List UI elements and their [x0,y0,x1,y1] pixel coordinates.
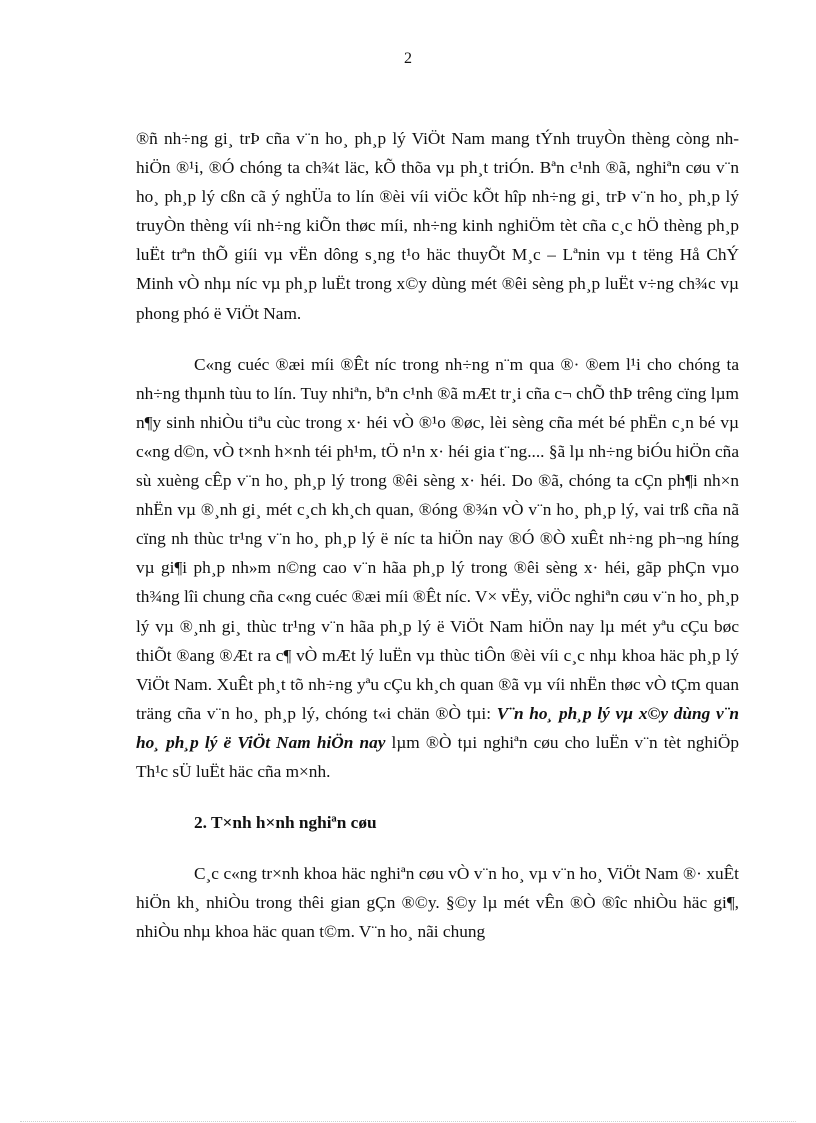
paragraph-2-text: C«ng cuéc ®æi míi ®Êt níc trong nh÷ng n¨m qua ®· ®em l¹i cho chóng ta nh÷ng thµnh tùu to lín. Tuy nhiªn, bªn c¹nh ®ã mÆt tr¸i cña c¬ chÕ thÞ trêng cïng lµm n¶y sinh nhiÒu tiªu cùc trong x· héi vÒ ®¹o ®øc, lèi sèng cña mét bé phËn c¸n bé vµ c«ng d©n, vÒ t×nh h×nh téi ph¹m, tÖ n¹n x· héi gia t¨ng.... §ã lµ nh÷ng biÓu hiÖn cña sù xuèng cÊp v¨n ho¸ ph¸p lý trong ®êi sèng x· héi. Do ®ã, chóng ta cÇn ph¶i nh×n nhËn vµ ®¸nh gi¸ mét c¸ch kh¸ch quan, ®óng ®¾n vÒ v¨n ho¸ ph¸p lý, vai trß cña nã cïng nh thùc tr¹ng v¨n ho¸ ph¸p lý ë níc ta hiÖn nay ®Ó ®Ò xuÊt nh÷ng ph¬ng híng vµ gi¶i ph¸p nh»m n©ng cao v¨n hãa ph¸p lý trong ®êi sèng x· héi, gãp phÇn vµo th¾ng lîi chung cña c«ng cuéc ®æi míi ®Êt níc. V× vËy, viÖc nghiªn cøu v¨n ho¸ ph¸p lý vµ ®¸nh gi¸ thùc tr¹ng v¨n hãa ph¸p lý ë ViÖt Nam hiÖn nay lµ mét yªu cÇu bøc thiÕt ®ang ®Æt ra c¶ vÒ mÆt lý luËn vµ thùc tiÔn ®èi víi c¸c nhµ khoa häc ph¸p lý ViÖt Nam. XuÊt ph¸t tõ nh÷ng yªu cÇu kh¸ch quan ®ã vµ víi nhËn thøc vÒ tÇm quan träng cña v¨n ho¸ ph¸p lý, chóng t«i chän ®Ò tµi: [136,354,739,723]
page-number: 2 [404,50,412,67]
paragraph-3: C¸c c«ng tr×nh khoa häc nghiªn cøu vÒ v¨n ho¸ vµ v¨n ho¸ ViÖt Nam ®· xuÊt hiÖn kh¸ nhiÒu trong thêi gian gÇn ®©y. §©y lµ mét vÊn ®Ò ®îc nhiÒu häc gi¶, nhiÒu nhµ khoa häc quan t©m. V¨n ho¸ nãi chung [136,864,739,942]
paragraph-1: ®ñ nh÷ng gi¸ trÞ cña v¨n ho¸ ph¸p lý ViÖt Nam mang tÝnh truyÒn thèng còng nh hiÖn ®¹i, ®Ó chóng ta ch¾t läc, kÕ thõa vµ ph¸t triÓn. Bªn c¹nh ®ã, nghiªn cøu v¨n ho¸ ph¸p lý cßn cã ý nghÜa to lín ®èi víi viÖc kÕt hîp nh÷ng gi¸ trÞ v¨n ho¸ ph¸p lý truyÒn thèng víi nh÷ng kiÕn thøc míi, nh÷ng kinh nghiÖm tèt cña c¸c hÖ thèng ph¸p luËt trªn thÕ giíi vµ vËn dông s¸ng t¹o häc thuyÕt M¸c – Lªnin vµ t tëng Hå ChÝ Minh vÒ nhµ níc vµ ph¸p luËt trong x©y dùng mét ®êi sèng ph¸p luËt v÷ng ch¾c vµ phong phó ë ViÖt Nam. [136,129,739,323]
paragraph-2 [136,350,739,786]
document-body [136,124,739,946]
thesis-title: V¨n ho¸ ph¸p lý vµ x©y dùng v¨n ho¸ ph¸p lý ë ViÖt Nam hiÖn nay [136,703,739,752]
section-heading: 2. T×nh h×nh nghiªn cøu [194,813,377,833]
page-bottom-rule [20,1121,796,1122]
paragraph-2-tail: lµm ®Ò tµi nghiªn cøu cho luËn v¨n tèt nghiÖp Th¹c sÜ luËt häc cña m×nh. [136,732,739,781]
